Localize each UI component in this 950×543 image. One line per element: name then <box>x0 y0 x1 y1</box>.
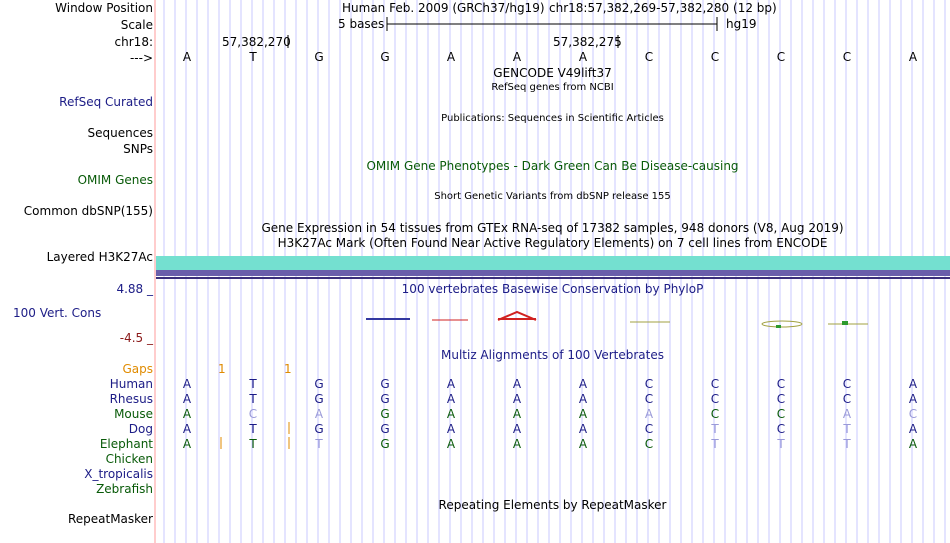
refseq-label[interactable]: RefSeq Curated <box>59 95 153 109</box>
species-base: G <box>314 377 324 391</box>
h3k27ac-title[interactable]: H3K27Ac Mark (Often Found Near Active Regulatory Elements) on 7 cell lines from ENCODE <box>277 236 828 250</box>
dna-base: A <box>578 50 588 64</box>
species-base: G <box>380 437 390 451</box>
species-base: A <box>446 407 456 421</box>
dna-base: A <box>446 50 456 64</box>
multiz-title[interactable]: Multiz Alignments of 100 Vertebrates <box>440 348 665 362</box>
chrom-label: chr18: <box>114 35 153 49</box>
dna-base: C <box>710 50 720 64</box>
position-text[interactable]: chr18:57,382,269-57,382,280 (12 bp) <box>549 1 777 15</box>
species-base: A <box>578 422 588 436</box>
assembly-text[interactable]: Human Feb. 2009 (GRCh37/hg19) <box>342 1 545 15</box>
species-base: T <box>711 437 719 451</box>
species-base: G <box>314 392 324 406</box>
omim-title[interactable]: OMIM Gene Phenotypes - Dark Green Can Be Disease-causing <box>366 159 739 173</box>
species-base: A <box>182 392 192 406</box>
refseq-title[interactable]: RefSeq genes from NCBI <box>491 82 614 93</box>
scale-db: hg19 <box>726 17 757 31</box>
species-label[interactable]: Dog <box>128 422 153 436</box>
species-label[interactable]: Elephant <box>99 437 153 451</box>
species-base: A <box>512 377 522 391</box>
species-base: A <box>512 422 522 436</box>
scale-size: 5 bases <box>338 17 385 31</box>
species-base: A <box>512 392 522 406</box>
ruler-tick-label-2: 57,382,275 <box>553 35 622 49</box>
species-label[interactable]: Human <box>109 377 153 391</box>
layered-h3k27ac-signal <box>156 256 950 270</box>
dna-base: C <box>842 50 852 64</box>
species-label[interactable]: Chicken <box>105 452 153 466</box>
species-base: T <box>843 422 851 436</box>
species-base: T <box>843 437 851 451</box>
species-base: C <box>710 392 720 406</box>
dna-base: C <box>644 50 654 64</box>
repeatmasker-label[interactable]: RepeatMasker <box>67 512 153 526</box>
species-base: T <box>711 422 719 436</box>
species-label[interactable]: Zebrafish <box>96 482 153 496</box>
species-base: A <box>446 377 456 391</box>
strand-label: ---> <box>129 51 153 65</box>
phylop-mark <box>842 321 848 325</box>
species-base: A <box>578 437 588 451</box>
species-base: A <box>182 437 192 451</box>
dna-base: A <box>182 50 192 64</box>
snps-label[interactable]: SNPs <box>123 142 153 156</box>
omim-label[interactable]: OMIM Genes <box>77 173 153 187</box>
species-base: C <box>644 377 654 391</box>
species-base: C <box>644 437 654 451</box>
species-base: A <box>578 377 588 391</box>
species-base: G <box>314 422 324 436</box>
dna-base: G <box>380 50 390 64</box>
window-position-label: Window Position <box>55 1 153 15</box>
species-base: A <box>908 392 918 406</box>
species-base: T <box>249 422 257 436</box>
species-base: C <box>776 422 786 436</box>
species-base: A <box>644 407 654 421</box>
gaps-label: Gaps <box>122 362 153 376</box>
species-label[interactable]: Mouse <box>114 407 153 421</box>
cons-min-label: -4.5 _ <box>119 331 153 345</box>
repeatmasker-title[interactable]: Repeating Elements by RepeatMasker <box>438 498 667 512</box>
species-base: C <box>842 377 852 391</box>
species-base: A <box>578 407 588 421</box>
species-base: C <box>248 407 258 421</box>
species-base: A <box>182 422 192 436</box>
species-base: T <box>249 437 257 451</box>
species-base: C <box>908 407 918 421</box>
dbsnp-label[interactable]: Common dbSNP(155) <box>23 204 153 218</box>
dna-base: C <box>776 50 786 64</box>
species-base: A <box>446 392 456 406</box>
dna-base: G <box>314 50 324 64</box>
species-base: A <box>446 422 456 436</box>
gap-mark-2: 1 <box>284 362 292 376</box>
species-base: A <box>446 437 456 451</box>
dna-base: A <box>908 50 918 64</box>
gencode-title[interactable]: GENCODE V49lift37 <box>493 66 612 80</box>
species-base: T <box>315 437 323 451</box>
dna-base: A <box>512 50 522 64</box>
species-base: A <box>512 437 522 451</box>
phylop-title[interactable]: 100 vertebrates Basewise Conservation by PhyloP <box>401 282 704 296</box>
species-base: C <box>644 392 654 406</box>
phylop-mark <box>776 325 781 328</box>
species-base: A <box>908 377 918 391</box>
species-base: C <box>776 392 786 406</box>
cons-label[interactable]: 100 Vert. Cons <box>13 306 102 320</box>
species-base: C <box>776 377 786 391</box>
species-label[interactable]: X_tropicalis <box>84 467 153 481</box>
gtex-title[interactable]: Gene Expression in 54 tissues from GTEx RNA-seq of 17382 samples, 948 donors (V8, Aug 2019) <box>261 221 844 235</box>
layered-h3k27ac-label[interactable]: Layered H3K27Ac <box>46 250 153 264</box>
dbsnp-title[interactable]: Short Genetic Variants from dbSNP release 155 <box>434 191 671 202</box>
species-base: A <box>578 392 588 406</box>
species-base: C <box>842 392 852 406</box>
species-base: T <box>249 377 257 391</box>
ruler-tick-label-1: 57,382,270 <box>222 35 291 49</box>
species-base: A <box>842 407 852 421</box>
cons-max-label: 4.88 _ <box>116 282 153 296</box>
species-base: C <box>644 422 654 436</box>
species-base: A <box>182 377 192 391</box>
species-base: G <box>380 422 390 436</box>
species-base: C <box>776 407 786 421</box>
species-base: T <box>777 437 785 451</box>
species-base: A <box>512 407 522 421</box>
layered-h3k27ac-signal-lower <box>156 270 950 276</box>
sequences-label[interactable]: Sequences <box>87 126 153 140</box>
gap-mark-1: 1 <box>218 362 226 376</box>
publications-title[interactable]: Publications: Sequences in Scientific Articles <box>441 113 664 124</box>
species-base: G <box>380 407 390 421</box>
dna-base: T <box>249 50 257 64</box>
species-label[interactable]: Rhesus <box>109 392 153 406</box>
phylop-mark <box>762 321 802 327</box>
species-base: G <box>380 377 390 391</box>
species-base: C <box>710 377 720 391</box>
species-base: C <box>710 407 720 421</box>
species-base: T <box>249 392 257 406</box>
species-base: A <box>908 437 918 451</box>
species-base: A <box>314 407 324 421</box>
scale-label: Scale <box>120 18 153 32</box>
species-base: A <box>182 407 192 421</box>
species-base: G <box>380 392 390 406</box>
species-base: A <box>908 422 918 436</box>
